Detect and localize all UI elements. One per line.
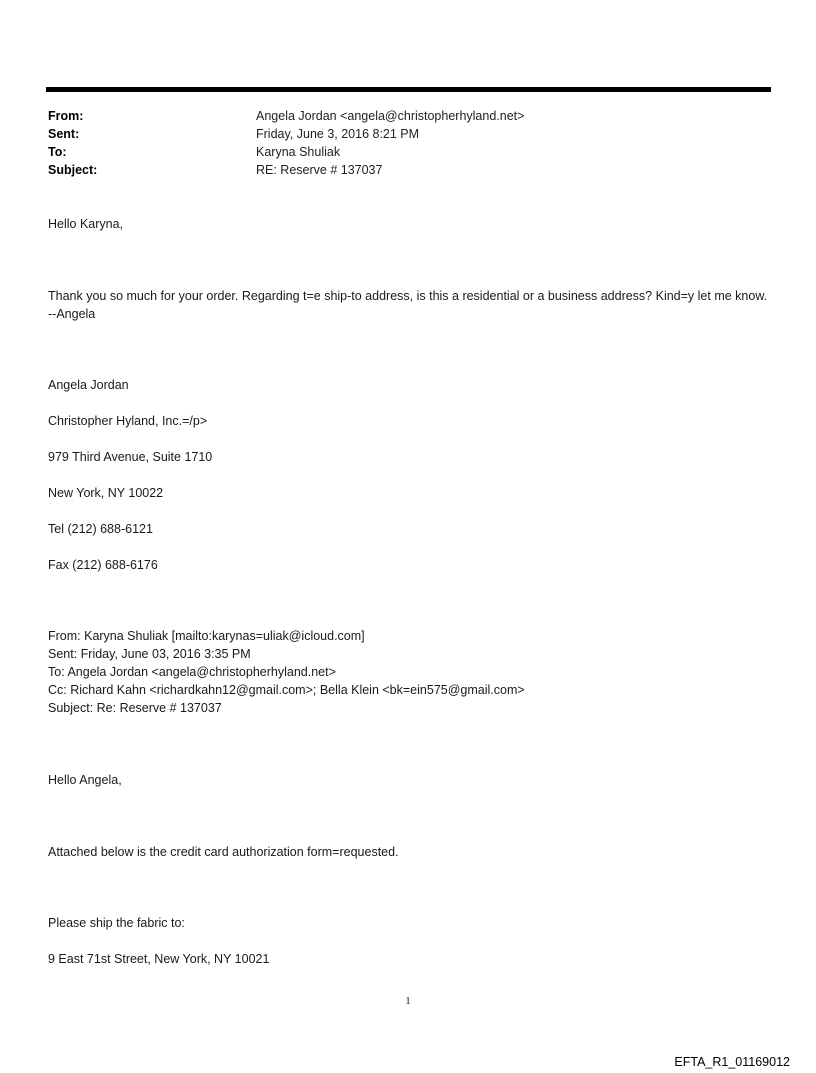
signature-name: Angela Jordan: [48, 378, 129, 392]
forwarded-line3: 9 East 71st Street, New York, NY 10021: [48, 952, 270, 966]
email-header: [48, 107, 768, 179]
signature-company: Christopher Hyland, Inc.=/p>: [48, 414, 208, 428]
subject-value: RE: Reserve # 137037: [256, 163, 383, 177]
forwarded-greeting: Hello Angela,: [48, 773, 122, 787]
forwarded-line2: Please ship the fabric to:: [48, 916, 185, 930]
forwarded-line1: Attached below is the credit card authorization form=requested.: [48, 845, 399, 859]
forwarded-sent: Sent: Friday, June 03, 2016 3:35 PM: [48, 647, 251, 661]
sent-label: Sent:: [48, 127, 80, 141]
forwarded-cc: Cc: Richard Kahn <richardkahn12@gmail.com>; Bella Klein <bk=ein575@gmail.com>: [48, 683, 525, 697]
from-label: From:: [48, 109, 84, 123]
forwarded-subject: Subject: Re: Reserve # 137037: [48, 701, 222, 715]
signature-address1: 979 Third Avenue, Suite 1710: [48, 450, 213, 464]
subject-label: Subject:: [48, 163, 98, 177]
to-label: To:: [48, 145, 67, 159]
forwarded-header: [48, 627, 525, 717]
signature-tel: Tel (212) 688-6121: [48, 522, 153, 536]
from-row: [48, 107, 768, 125]
signature-fax: Fax (212) 688-6176: [48, 558, 158, 572]
header-divider: [46, 87, 771, 92]
sent-value: Friday, June 3, 2016 8:21 PM: [256, 127, 420, 141]
to-value: Karyna Shuliak: [256, 145, 341, 159]
document-id: EFTA_R1_01169012: [674, 1055, 790, 1069]
to-row: [48, 143, 768, 161]
page-number: 1: [405, 995, 411, 1007]
subject-row: [48, 161, 768, 179]
signature-address2: New York, NY 10022: [48, 486, 164, 500]
forwarded-from: From: Karyna Shuliak [mailto:karynas=uliak@icloud.com]: [48, 629, 365, 643]
message-body: Thank you so much for your order. Regarding t=e ship-to address, is this a residential or a business address? Kind=y let me know. --Angela: [48, 289, 768, 321]
forwarded-to: To: Angela Jordan <angela@christopherhyland.net>: [48, 665, 336, 679]
greeting: Hello Karyna,: [48, 217, 124, 231]
from-value: Angela Jordan <angela@christopherhyland.net>: [256, 109, 525, 123]
sent-row: [48, 125, 768, 143]
